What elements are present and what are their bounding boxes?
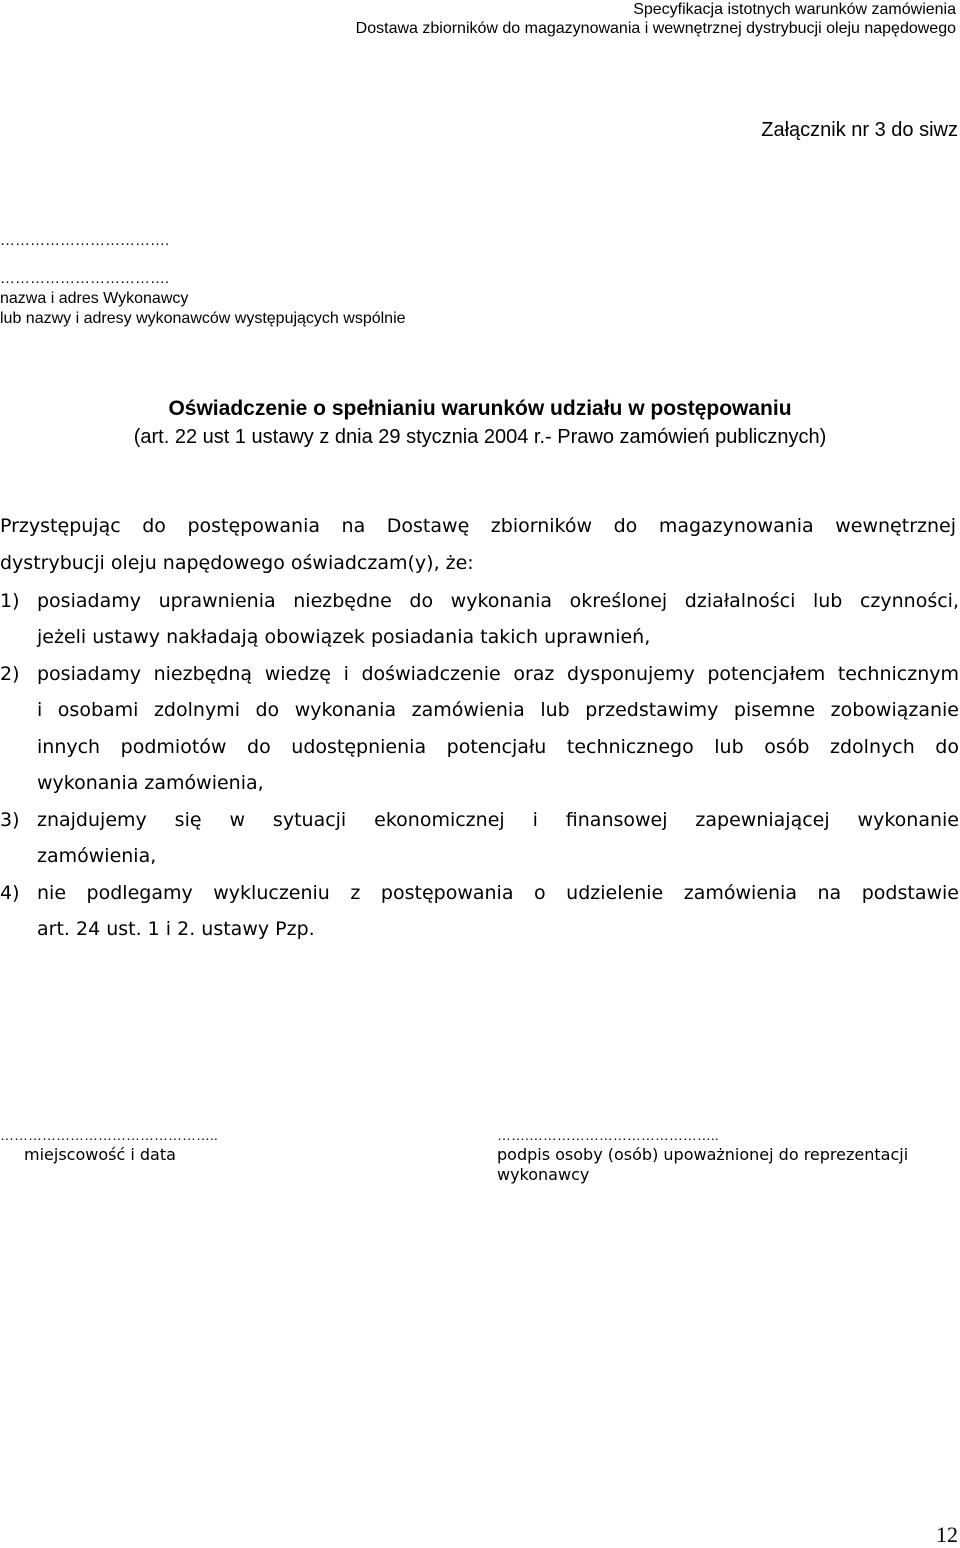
header-spec-title: Specyfikacja istotnych warunków zamówienia bbox=[633, 1, 956, 18]
list-item-number: 3) bbox=[0, 809, 20, 831]
statement-title: Oświadczenie o spełnianiu warunków udziału w postępowaniu bbox=[168, 397, 792, 420]
intro-line: Przystępując do postępowania na Dostawę zbiorników do magazynowania wewnętrznej bbox=[0, 515, 956, 537]
list-item-line: innych podmiotów do udostępnienia potencjału technicznego lub osób zdolnych do bbox=[37, 736, 959, 758]
place-date-label: miejscowość i data bbox=[24, 1145, 176, 1164]
place-date-dots: ……………………………………….. bbox=[0, 1127, 218, 1143]
contractor-label-joint: lub nazwy i adresy wykonawców występujących wspólnie bbox=[0, 310, 406, 327]
list-item-line: nie podlegamy wykluczeniu z postępowania o udzielenie zamówienia na podstawie bbox=[37, 882, 959, 904]
header-subject: Dostawa zbiorników do magazynowania i wewnętrznej dystrybucji oleju napędowego bbox=[355, 20, 956, 37]
signature-dots: …….………………………………….. bbox=[497, 1127, 719, 1143]
list-item-line: zamówienia, bbox=[37, 845, 157, 867]
intro-line: dystrybucji oleju napędowego oświadczam(y), że: bbox=[0, 552, 474, 574]
statement-legal-basis: (art. 22 ust 1 ustawy z dnia 29 stycznia 2004 r.- Prawo zamówień publicznych) bbox=[133, 426, 827, 448]
list-item-line: jeżeli ustawy nakładają obowiązek posiadania takich uprawnień, bbox=[37, 626, 651, 648]
list-item-line: znajdujemy się w sytuacji ekonomicznej i finansowej zapewniającej wykonanie bbox=[37, 809, 959, 831]
list-item-line: wykonania zamówienia, bbox=[37, 772, 264, 794]
annex-label: Załącznik nr 3 do siwz bbox=[761, 119, 958, 141]
list-item-line: i osobami zdolnymi do wykonania zamówienia lub przedstawimy pisemne zobowiązanie bbox=[37, 699, 959, 721]
list-item-line: posiadamy niezbędną wiedzę i doświadczenie oraz dysponujemy potencjałem technicznym bbox=[37, 663, 959, 685]
list-item-line: posiadamy uprawnienia niezbędne do wykonania określonej działalności lub czynności, bbox=[37, 590, 959, 612]
list-item-number: 1) bbox=[0, 590, 20, 612]
list-item-number: 4) bbox=[0, 882, 20, 904]
list-item-line: art. 24 ust. 1 i 2. ustawy Pzp. bbox=[37, 918, 315, 940]
contractor-dots-line: ……………………………. bbox=[0, 232, 170, 249]
contractor-dots-line: ……………………………. bbox=[0, 270, 170, 287]
signature-label: podpis osoby (osób) upoważnionej do reprezentacji wykonawcy bbox=[497, 1145, 909, 1184]
list-item-number: 2) bbox=[0, 663, 20, 685]
page-number: 12 bbox=[936, 1522, 958, 1547]
contractor-label: nazwa i adres Wykonawcy bbox=[0, 290, 189, 307]
